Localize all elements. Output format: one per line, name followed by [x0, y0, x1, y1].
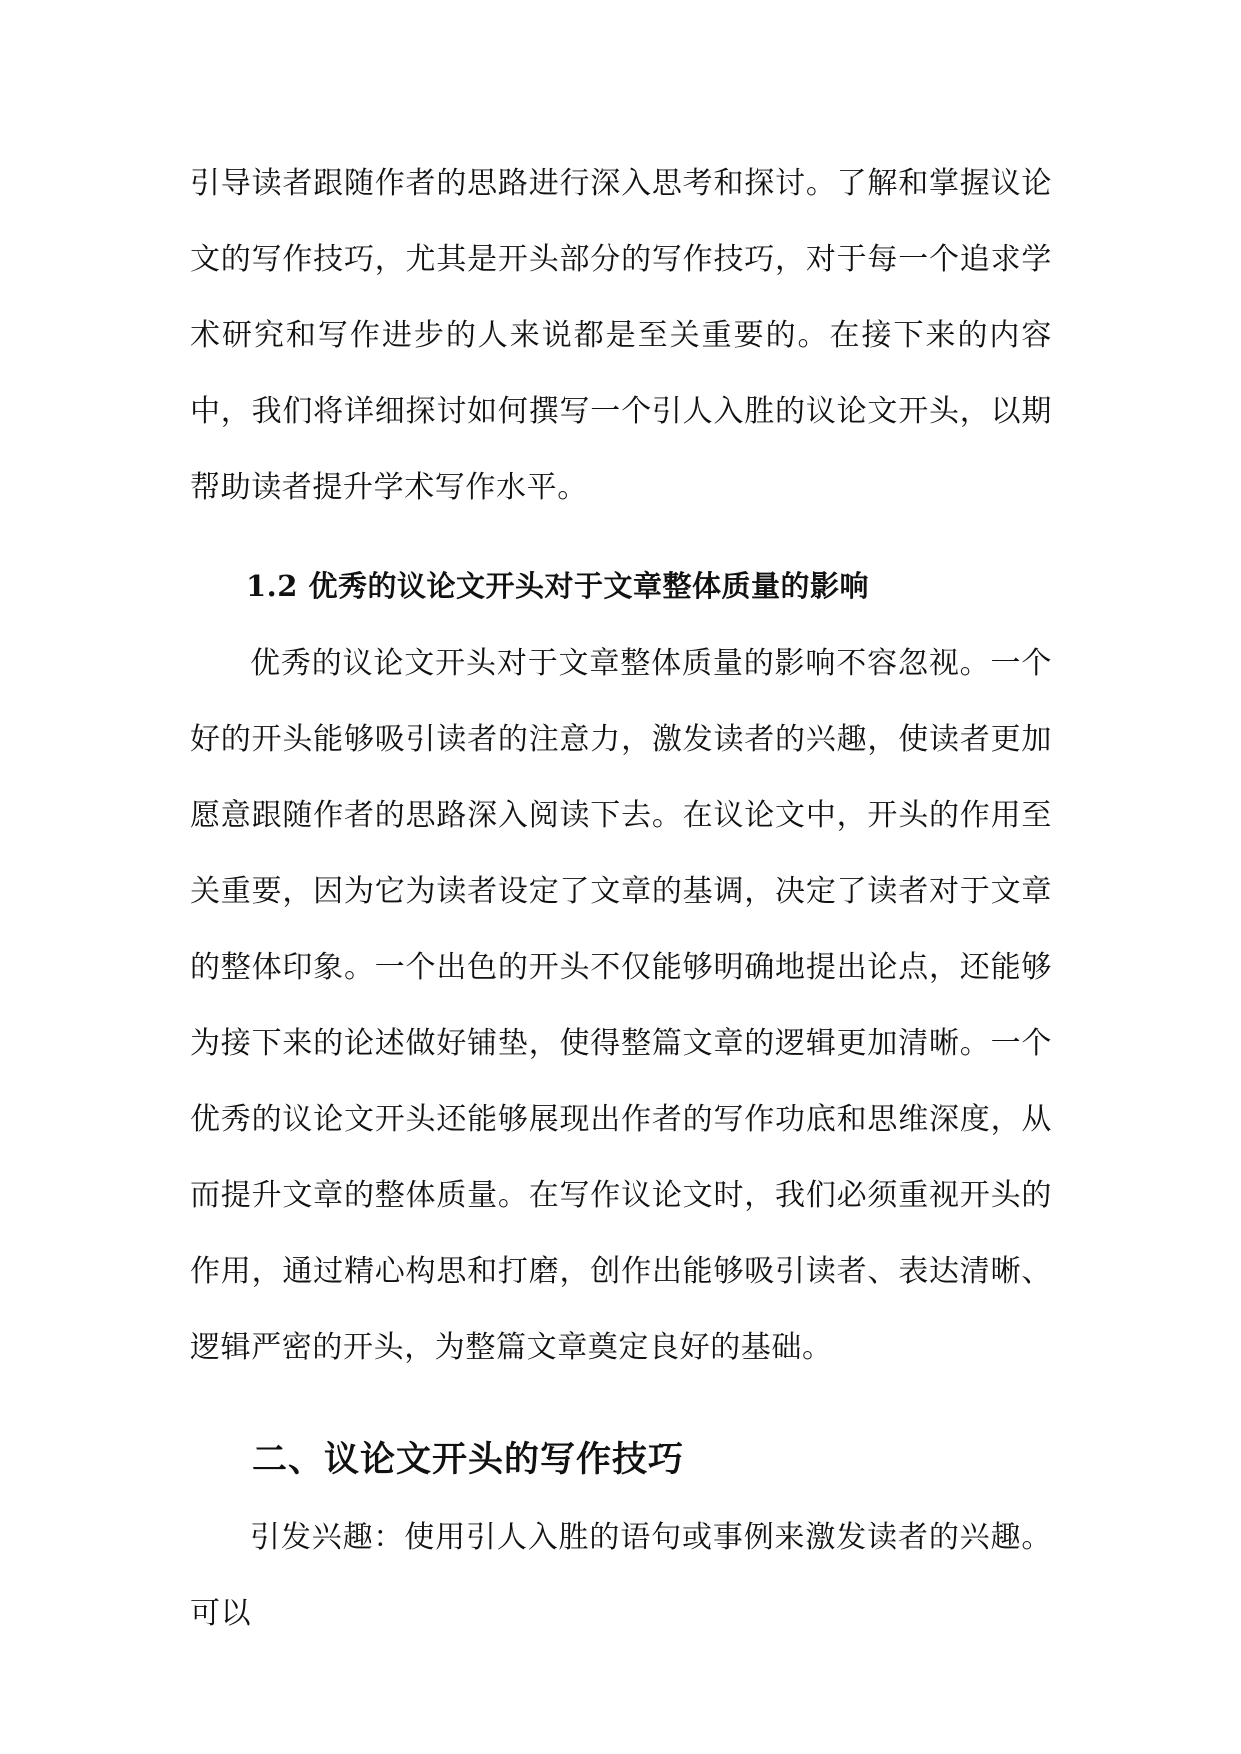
chapter-2-heading: 二、议论文开头的写作技巧 — [252, 1439, 685, 1480]
document-page — [190, 146, 1052, 1652]
spacer — [190, 1386, 1052, 1420]
chapter-2-first-paragraph: 引发兴趣：使用引人入胜的语句或事例来激发读者的兴趣。可以 — [190, 1520, 1052, 1631]
section-1-2-paragraph: 优秀的议论文开头对于文章整体质量的影响不容忽视。一个好的开头能够吸引读者的注意力，激发读者的兴趣，使读者更加愿意跟随作者的思路深入阅读下去。在议论文中，开头的作用至关重要，因为它为读者设定了文章的基调，决定了读者对于文章的整体印象。一个出色的开头不仅能够明确地提出论点，还能够为接下来的论述做好铺垫，使得整篇文章的逻辑更加清晰。一个优秀的议论文开头还能够展现出作者的写作功底和思维深度，从而提升文章的整体质量。在写作议论文时，我们必须重视开头的作用，通过精心构思和打磨，创作出能够吸引读者、表达清晰、逻辑严密的开头，为整篇文章奠定良好的基础。 — [190, 646, 1052, 1365]
section-1-2-heading: 1.2 优秀的议论文开头对于文章整体质量的影响 — [246, 569, 870, 603]
intro-continuation-paragraph: 引导读者跟随作者的思路进行深入思考和探讨。了解和掌握议论文的写作技巧，尤其是开头部分的写作技巧，对于每一个追求学术研究和写作进步的人来说都是至关重要的。在接下来的内容中，我们将详细探讨如何撰写一个引人入胜的议论文开头，以期帮助读者提升学术写作水平。 — [190, 166, 1052, 505]
spacer — [190, 526, 1052, 548]
